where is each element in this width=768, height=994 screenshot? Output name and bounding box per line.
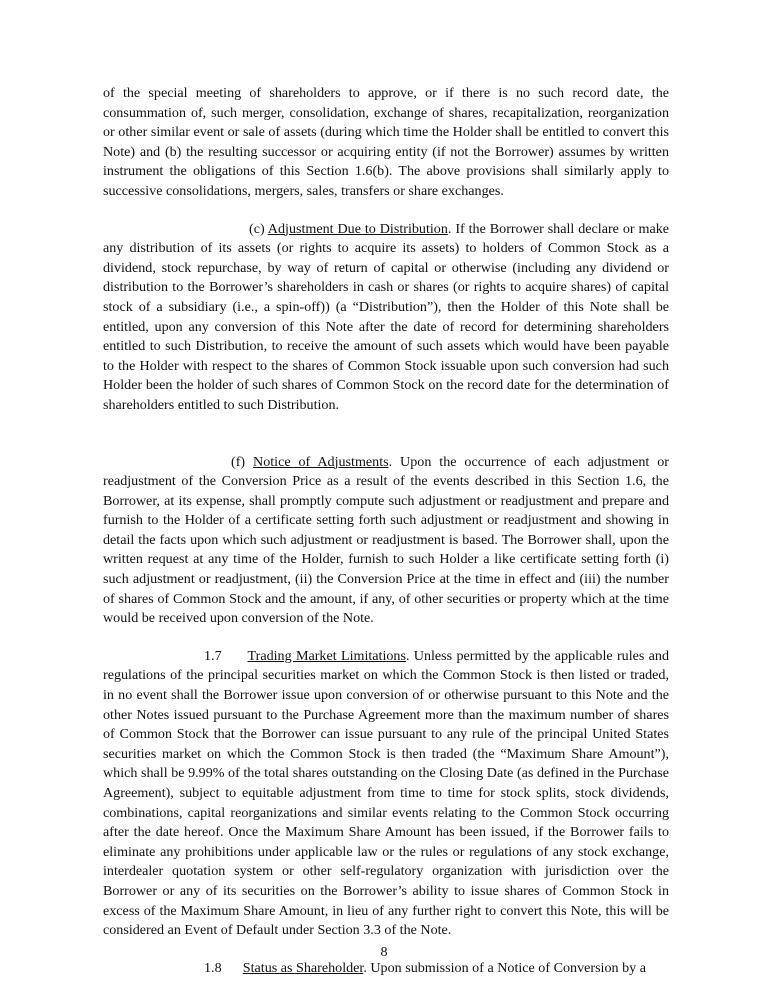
section-1-8-heading: Status as Shareholder bbox=[242, 959, 364, 976]
section-c-body: . If the Borrower shall declare or make any distribution of its assets (or rights to acquire its assets) to holders of Common Stock as a dividend, stock repurchase, by way of return of capital or otherwise (including any dividend or distribution to the Borrower’s shareholders in cash or shares (or rights to acquire shares) of capital stock of a subsidiary (i.e., a spin-off)) (a “Distribution”), then the Holder of this Note shall be entitled, upon any conversion of this Note after the date of record for determining shareholders entitled to such Distribution, to receive the amount of such assets which would have been payable to the Holder with respect to the shares of Common Stock issuable upon such conversion had such Holder been the holder of such shares of Common Stock on the record date for the determination of shareholders entitled to such Distribution. bbox=[103, 220, 670, 413]
section-1-8-paragraph bbox=[103, 959, 669, 979]
section-f-paragraph bbox=[103, 453, 669, 629]
section-1-7-body: . Unless permitted by the applicable rules and regulations of the principal securities market on which the Common Stock is then listed or traded, in no event shall the Borrower issue upon conversion of or otherwise pursuant to this Note and the other Notes issued pursuant to the Purchase Agreement more than the maximum number of shares of Common Stock that the Borrower can issue pursuant to any rule of the principal United States securities market on which the Common Stock is then traded (the “Maximum Share Amount”), which shall be 9.99% of the total shares outstanding on the Closing Date (as defined in the Purchase Agreement), subject to equitable adjustment from time to time for stock splits, stock dividends, combinations, capital reorganizations and similar events relating to the Common Stock occurring after the date hereof. Once the Maximum Share Amount has been issued, if the Borrower fails to eliminate any prohibitions under applicable law or the rules or regulations of any stock exchange, interdealer quotation system or other self-regulatory organization with jurisdiction over the Borrower or any of its securities on the Borrower’s ability to issue shares of Common Stock in excess of the Maximum Share Amount, in lieu of any further right to convert this Note, this will be considered an Event of Default under Section 3.3 of the Note. bbox=[103, 647, 670, 939]
section-1-8-body: . Upon submission of a Notice of Conversion by a bbox=[363, 959, 646, 976]
section-f-label: (f) bbox=[231, 453, 246, 470]
continuation-text: of the special meeting of shareholders to approve, or if there is no such record date, the consummation of, such merger, consolidation, exchange of shares, recapitalization, reorganization or other similar event or sale of assets (during which time the Holder shall be entitled to convert this Note) and (b) the resulting successor or acquiring entity (if not the Borrower) assumes by written instrument the obligations of this Section 1.6(b). The above provisions shall similarly apply to successive consolidations, mergers, sales, transfers or share exchanges. bbox=[103, 85, 669, 199]
section-f-heading: Notice of Adjustments bbox=[253, 453, 389, 470]
section-1-7-number: 1.7 bbox=[204, 647, 222, 664]
section-c-heading: Adjustment Due to Distribution bbox=[267, 220, 448, 237]
section-1-8-number: 1.8 bbox=[204, 959, 222, 976]
document-page bbox=[103, 84, 669, 978]
continuation-paragraph bbox=[103, 84, 669, 202]
section-f-body: . Upon the occurrence of each adjustment or readjustment of the Conversion Price as a result of the events described in this Section 1.6, the Borrower, at its expense, shall promptly compute such adjustment or readjustment and prepare and furnish to the Holder of a certificate setting forth such adjustment or readjustment and showing in detail the facts upon which such adjustment or readjustment is based. The Borrower shall, upon the written request at any time of the Holder, furnish to such Holder a like certificate setting forth (i) such adjustment or readjustment, (ii) the Conversion Price at the time in effect and (iii) the number of shares of Common Stock and the amount, if any, of other securities or property which at the time would be received upon conversion of the Note. bbox=[103, 453, 669, 627]
section-c-paragraph bbox=[103, 220, 669, 416]
page-number: 8 bbox=[380, 944, 388, 960]
section-c-label: (c) bbox=[249, 220, 265, 237]
section-1-7-paragraph bbox=[103, 647, 669, 941]
section-1-7-heading: Trading Market Limitations bbox=[247, 647, 406, 664]
